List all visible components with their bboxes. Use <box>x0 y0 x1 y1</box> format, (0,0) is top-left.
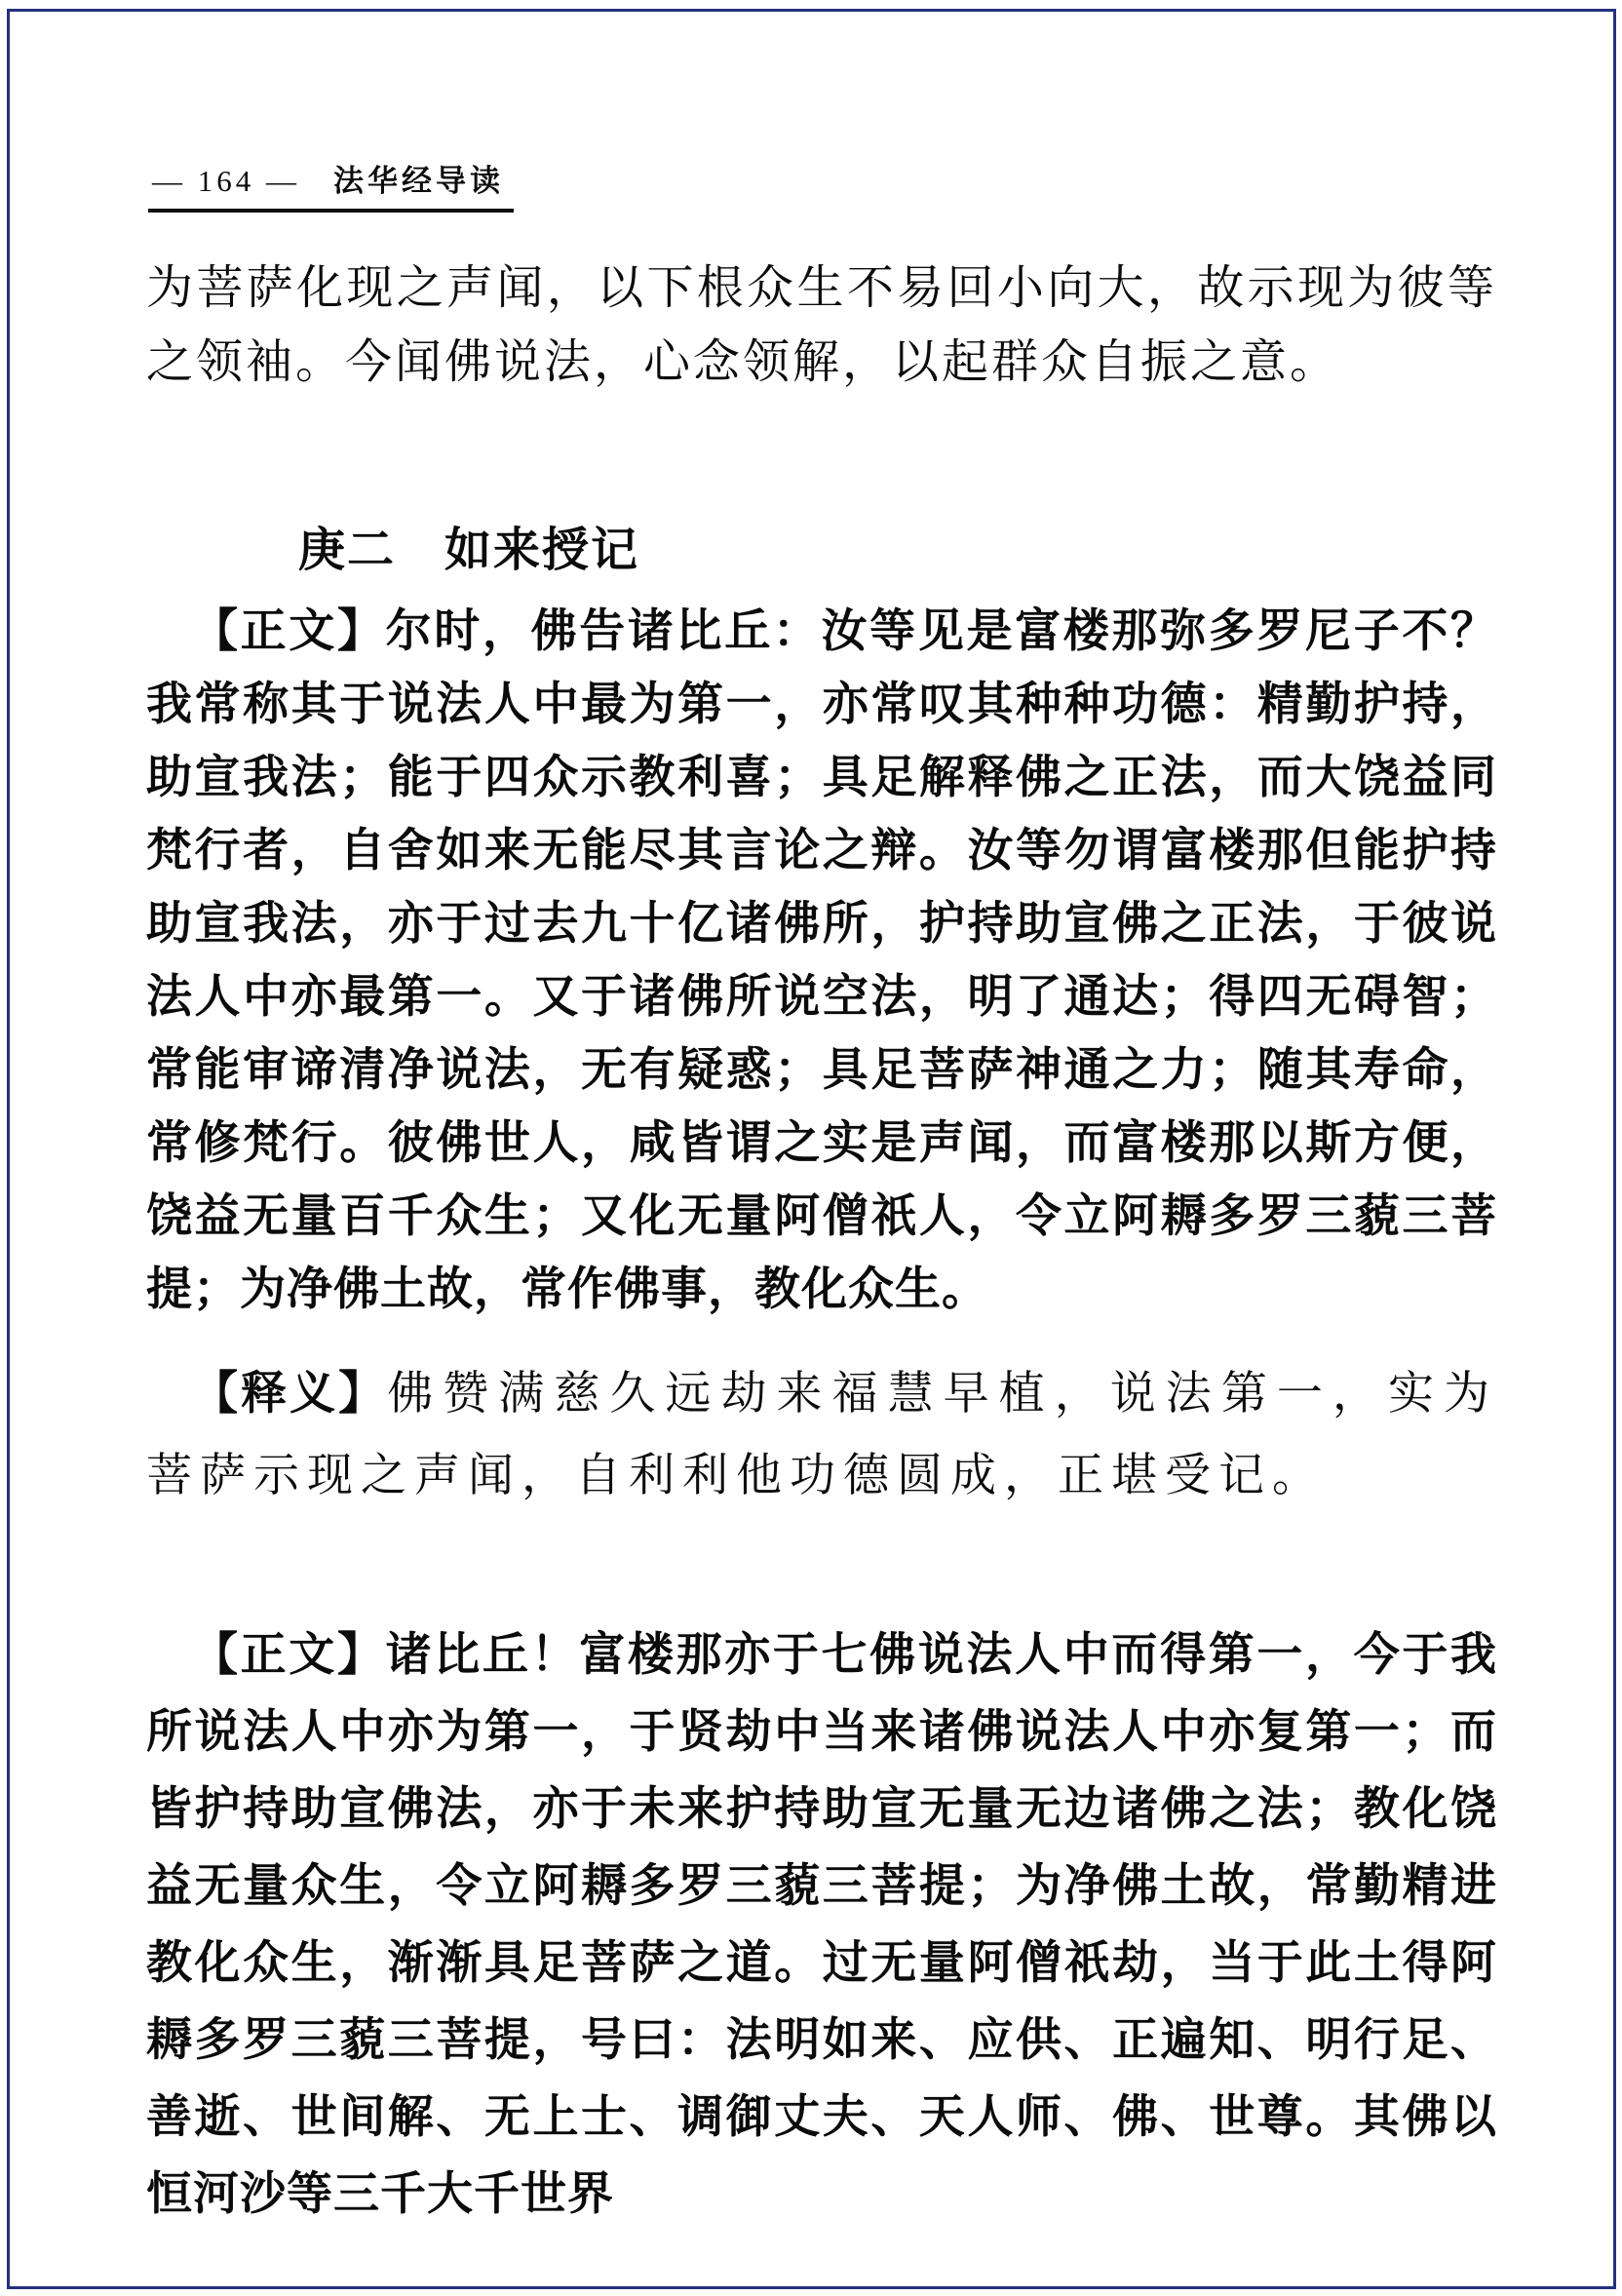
book-title: 法华经导读 <box>333 164 504 199</box>
shiyi-label: 【释义】 <box>192 1367 388 1420</box>
section-heading: 庚二 如来授记 <box>298 523 640 577</box>
paragraph-continuation: 为菩萨化现之声闻，以下根众生不易回小向大，故示现为彼等之领袖。今闻佛说法，心念领解，以起群众自振之意。 <box>146 262 1497 388</box>
page-number: — 164 — <box>152 164 300 198</box>
zhengwen-label-2: 【正文】 <box>192 1628 386 1682</box>
zhengwen-label-1: 【正文】 <box>192 604 386 658</box>
zhengwen-paragraph-1 <box>146 595 1497 1326</box>
shiyi-text: 佛赞满慈久远劫来福慧早植，说法第一，实为菩萨示现之声闻，自利利他功德圆成，正堪受记。 <box>146 1369 1498 1501</box>
zhengwen-text-2: 诸比丘！富楼那亦于七佛说法人中而得第一，今于我所说法人中亦为第一，于贤劫中当来诸佛说法人中亦复第一；而皆护持助宣佛法，亦于未来护持助宣无量无边诸佛之法；教化饶益无量众生，令立阿耨多罗三藐三菩提；为净佛土故，常勤精进教化众生，渐渐具足菩萨之道。过无量阿僧祇劫，当于此土得阿耨多罗三藐三菩提，号曰：法明如来、应供、正遍知、明行足、善逝、世间解、无上士、调御丈夫、天人师、佛、世尊。其佛以恒河沙等三千大千世界 <box>146 1628 1498 2221</box>
shiyi-paragraph <box>146 1353 1497 1517</box>
zhengwen-paragraph-2 <box>146 1616 1497 2233</box>
running-header <box>148 162 514 213</box>
zhengwen-text-1: 尔时，佛告诸比丘：汝等见是富楼那弥多罗尼子不？我常称其于说法人中最为第一，亦常叹其种种功德：精勤护持，助宣我法；能于四众示教利喜；具足解释佛之正法，而大饶益同梵行者，自舍如来无能尽其言论之辩。汝等勿谓富楼那但能护持助宣我法，亦于过去九十亿诸佛所，护持助宣佛之正法，于彼说法人中亦最第一。又于诸佛所说空法，明了通达；得四无碍智；常能审谛清净说法，无有疑惑；具足菩萨神通之力；随其寿命，常修梵行。彼佛世人，咸皆谓之实是声闻，而富楼那以斯方便，饶益无量百千众生；又化无量阿僧祇人，令立阿耨多罗三藐三菩提；为净佛土故，常作佛事，教化众生。 <box>146 604 1498 1316</box>
